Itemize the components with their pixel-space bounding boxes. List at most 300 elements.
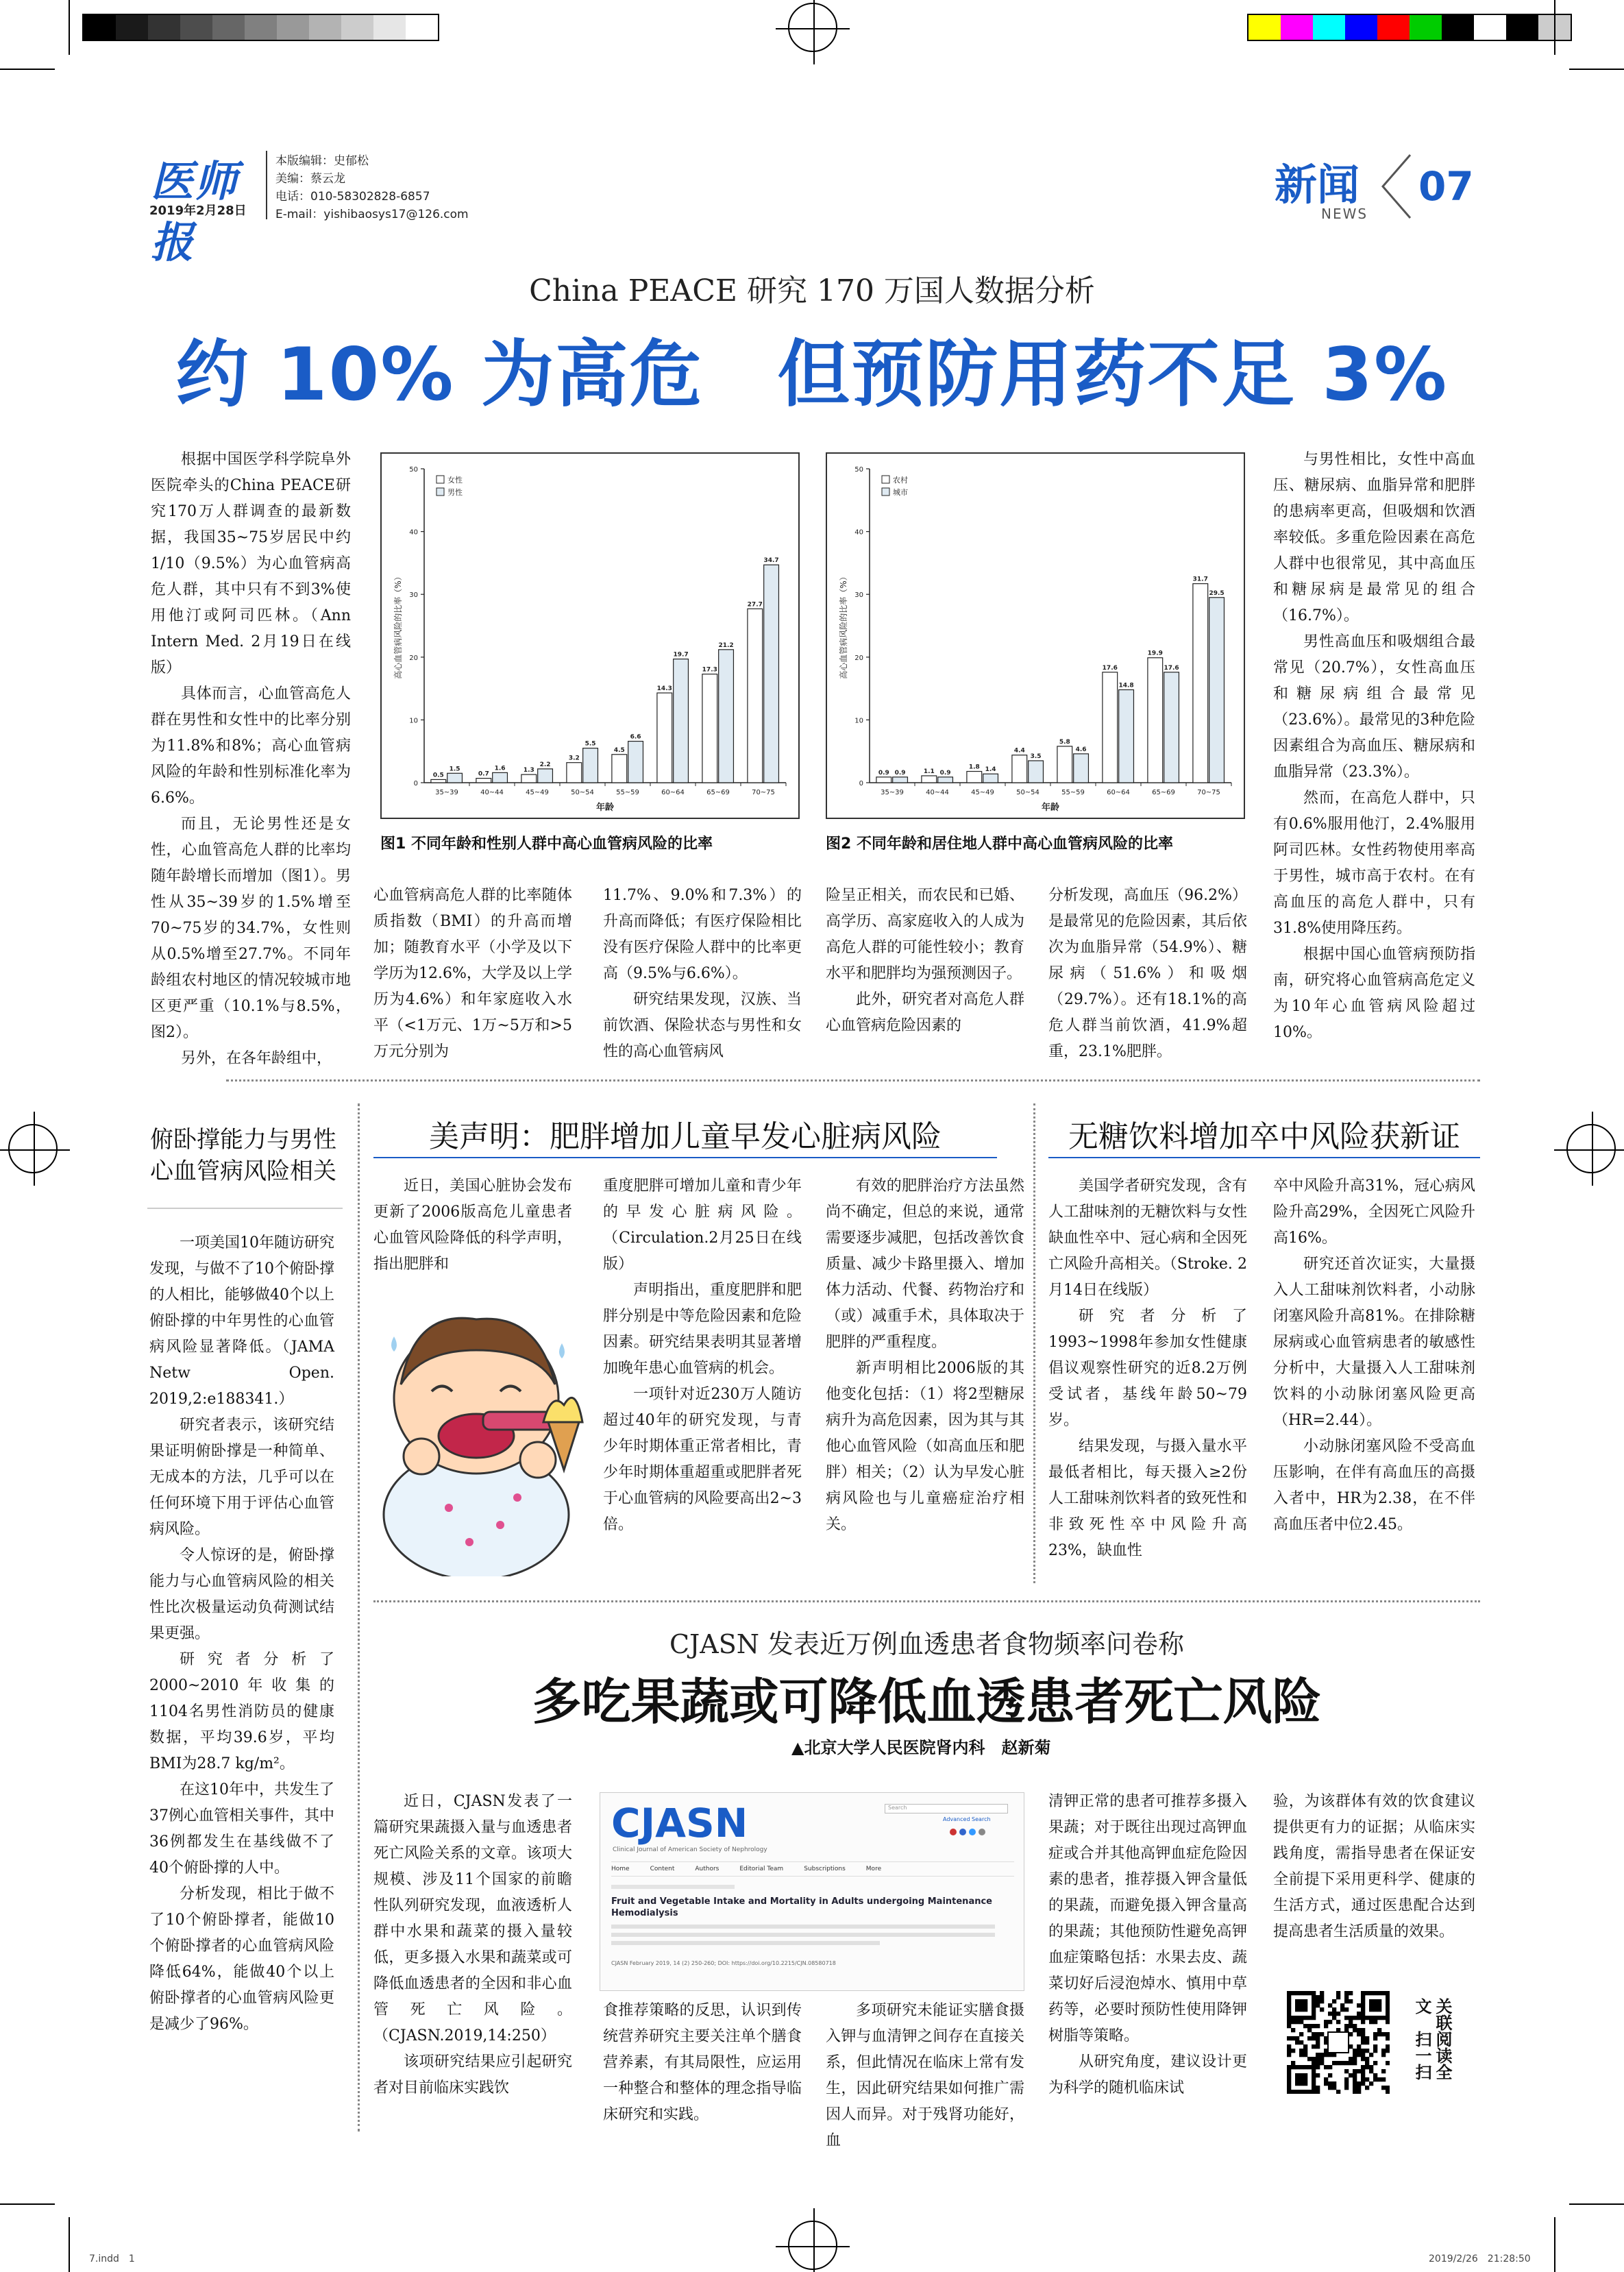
- paragraph: 新声明相比2006版的其他变化包括：（1）将2型糖尿病升为高危因素，因为其与其他心血管风险（如高血压和肥胖）相关；（2）认为早发心脏病风险也与儿童癌症治疗相关。: [826, 1360, 1024, 1533]
- qr-module: [1386, 1991, 1390, 1995]
- qr-module: [1369, 2016, 1373, 2020]
- qr-module: [1312, 2090, 1316, 2094]
- cjasn-logo-subtitle: Clinical Journal of American Society of Nephrology: [613, 1846, 767, 1853]
- y-tick-label: 0: [413, 780, 418, 787]
- qr-module: [1357, 2003, 1361, 2007]
- qr-module: [1353, 2016, 1357, 2020]
- data-label: 0.9: [878, 769, 889, 777]
- qr-module: [1303, 2053, 1307, 2057]
- qr-module: [1386, 2061, 1390, 2065]
- x-tick-label: 60~64: [661, 789, 685, 796]
- advanced-search-link: Advanced Search: [943, 1816, 991, 1822]
- social-icon: [950, 1829, 957, 1835]
- x-tick-label: 40~44: [926, 789, 949, 796]
- chevron-left-icon: [1379, 152, 1413, 221]
- qr-module: [1332, 2016, 1336, 2020]
- qr-module: [1307, 2016, 1312, 2020]
- qr-module: [1361, 2065, 1365, 2069]
- paragraph: 小动脉闭塞风险不受高血压影响，在伴有高血压的高摄入者中，HR为2.38，在不伴高血压者中位2.45。: [1273, 1438, 1475, 1533]
- qr-module: [1295, 2077, 1299, 2081]
- chart-figure-1: [380, 452, 800, 819]
- qr-module: [1386, 2003, 1390, 2007]
- qr-module: [1324, 2020, 1328, 2024]
- qr-module: [1361, 2016, 1365, 2020]
- data-label: 17.3: [702, 666, 717, 674]
- qr-module: [1386, 2044, 1390, 2049]
- qr-module: [1361, 2036, 1365, 2040]
- qr-module: [1324, 2077, 1328, 2081]
- email: E-mail：yishibaosys17@126.com: [275, 208, 469, 221]
- qr-module: [1353, 2024, 1357, 2028]
- paragraph: 食推荐策略的反思，认识到传统营养研究主要关注单个膳食营养素，有其局限性，应运用一种整合和整体的理念指导临床研究和实践。: [603, 2002, 802, 2123]
- social-icons: [950, 1829, 985, 1835]
- paragraph: 而且，无论男性还是女性，心血管高危人群的比率均随年龄增长而增加（图1）。男性从35~39岁的1.5%增至70~75岁的34.7%，女性则从0.5%增至27.7%。不同年龄组农村地区的情况较城市地区更严重（10.1%与8.5%，图2）。: [151, 816, 351, 1041]
- paragraph: 有效的肥胖治疗方法虽然尚不确定，但总的来说，通常需要逐步减肥，包括改善饮食质量、减少卡路里摄入、增加体力活动、代餐、药物治疗和（或）减重手术，具体取决于肥胖的严重程度。: [826, 1177, 1024, 1351]
- x-tick-label: 50~54: [571, 789, 594, 796]
- qr-code[interactable]: [1287, 1991, 1390, 2094]
- paragraph: 分析发现，高血压（96.2%）是最常见的危险因素，其后依次为血脂异常（54.9%）、糖尿病（51.6%）和吸烟（29.7%）。还有18.1%的高危人群当前饮酒，41.9%超重，23.1%肥胖。: [1048, 887, 1247, 1060]
- qr-module: [1312, 2044, 1316, 2049]
- qr-module: [1324, 2065, 1328, 2069]
- qr-module: [1332, 2086, 1336, 2090]
- obesity-headline: 美声明：肥胖增加儿童早发心脏病风险: [429, 1119, 942, 1154]
- qr-module: [1377, 2032, 1381, 2036]
- phone: 电话：010-58302828-6857: [275, 190, 430, 204]
- legend-label: 农村: [893, 476, 908, 485]
- qr-module: [1332, 1999, 1336, 2003]
- crop-mark: [1554, 0, 1555, 55]
- side-headline-line-2: 心血管病风险相关: [150, 1158, 336, 1185]
- qr-module: [1336, 1991, 1340, 1995]
- footer-timestamp: 2019/2/26 21:28:50: [1429, 2253, 1531, 2264]
- qr-module: [1312, 2081, 1316, 2086]
- y-tick-label: 0: [859, 780, 863, 787]
- qr-module: [1295, 2036, 1299, 2040]
- paragraph: 研究结果发现，汉族、当前饮酒、保险状态与男性和女性的高心血管病风: [603, 991, 802, 1060]
- x-axis-label: 年龄: [595, 803, 615, 813]
- qr-module: [1353, 2061, 1357, 2065]
- side-headline-rule: [147, 1208, 343, 1209]
- grayscale-bar: [82, 14, 439, 41]
- x-tick-label: 70~75: [752, 789, 775, 796]
- qr-module: [1320, 1999, 1324, 2003]
- chart-caption-2: 图2 不同年龄和居住地人群中高心血管病风险的比率: [826, 835, 1173, 853]
- qr-module: [1291, 2090, 1295, 2094]
- qr-module: [1328, 2065, 1332, 2069]
- qr-module: [1332, 2012, 1336, 2016]
- main-column-3: [603, 883, 802, 1065]
- qr-module: [1316, 2044, 1320, 2049]
- legend-swatch: [436, 488, 444, 496]
- editor-name: 本版编辑：史郁松: [275, 154, 369, 168]
- qr-module: [1287, 1995, 1291, 1999]
- qr-module: [1316, 2036, 1320, 2040]
- qr-module: [1336, 1995, 1340, 1999]
- qr-module: [1312, 2065, 1316, 2069]
- qr-module: [1324, 2024, 1328, 2028]
- qr-module: [1377, 2077, 1381, 2081]
- qr-module: [1316, 2073, 1320, 2077]
- qr-module: [1365, 2065, 1369, 2069]
- chart-figure-2: [826, 452, 1245, 819]
- qr-module: [1299, 2032, 1303, 2036]
- qr-module: [1377, 2003, 1381, 2007]
- qr-module: [1299, 2049, 1303, 2053]
- qr-module: [1287, 2073, 1291, 2077]
- qr-module: [1312, 1995, 1316, 1999]
- qr-module: [1299, 1999, 1303, 2003]
- qr-module: [1295, 2020, 1299, 2024]
- qr-module: [1365, 2016, 1369, 2020]
- qr-module: [1353, 2086, 1357, 2090]
- qr-module: [1303, 1991, 1307, 1995]
- qr-module: [1386, 1995, 1390, 1999]
- issue-date: 2019年2月28日: [149, 204, 247, 218]
- qr-module: [1344, 2007, 1349, 2012]
- qr-module: [1287, 2086, 1291, 2090]
- article-title[interactable]: Fruit and Vegetable Intake and Mortality in Adults undergoing Maintenance Hemodialysis: [611, 1896, 992, 1918]
- qr-module: [1328, 2081, 1332, 2086]
- bar: [1057, 746, 1072, 783]
- bar: [983, 774, 998, 783]
- data-label: 31.7: [1192, 576, 1208, 583]
- qr-module: [1328, 2003, 1332, 2007]
- search-box: [885, 1804, 1008, 1813]
- qr-module: [1316, 2040, 1320, 2044]
- obesity-headline-rule: [373, 1157, 997, 1158]
- qr-module: [1361, 2007, 1365, 2012]
- data-label: 14.3: [656, 685, 672, 693]
- data-label: 2.2: [539, 761, 551, 768]
- qr-module: [1320, 2053, 1324, 2057]
- paragraph: 另外，在各年龄组中，: [181, 1050, 332, 1067]
- nav-home[interactable]: Home: [611, 1866, 630, 1872]
- qr-module: [1365, 2040, 1369, 2044]
- qr-module: [1303, 2077, 1307, 2081]
- qr-module: [1287, 2081, 1291, 2086]
- qr-module: [1295, 2073, 1299, 2077]
- qr-module: [1361, 1999, 1365, 2003]
- paragraph: 一项美国10年随访研究发现，与做不了10个俯卧撑的人相比，能够做40个以上俯卧撑的中年男性的心血管病风险显著降低。（JAMA Netw Open. 2019,2:e188341.）: [149, 1234, 334, 1408]
- qr-module: [1328, 2086, 1332, 2090]
- qr-module: [1299, 1991, 1303, 1995]
- main-column-2: [373, 883, 572, 1065]
- y-tick-label: 10: [854, 717, 863, 725]
- x-tick-label: 45~49: [526, 789, 549, 796]
- bar: [583, 748, 598, 783]
- qr-module: [1307, 2028, 1312, 2032]
- qr-module: [1303, 2049, 1307, 2053]
- qr-module: [1307, 2057, 1312, 2061]
- data-label: 1.4: [985, 766, 996, 774]
- qr-module: [1328, 2020, 1332, 2024]
- data-label: 5.5: [585, 740, 596, 748]
- qr-module: [1373, 2003, 1377, 2007]
- qr-module: [1307, 2036, 1312, 2040]
- qr-module: [1299, 2040, 1303, 2044]
- qr-module: [1373, 2020, 1377, 2024]
- qr-module: [1365, 2086, 1369, 2090]
- paragraph: 验，为该群体有效的饮食建议提供更有力的证据；从临床实践角度，需指导患者在保证安全前提下采用更科学、健康的生活方式，通过医患配合达到提高患者生活质量的效果。: [1273, 1793, 1475, 1940]
- sweetener-column-2: [1273, 1173, 1475, 1538]
- qr-module: [1316, 2032, 1320, 2036]
- x-tick-label: 55~59: [1061, 789, 1085, 796]
- qr-module: [1373, 1991, 1377, 1995]
- qr-module: [1361, 2049, 1365, 2053]
- qr-module: [1357, 2069, 1361, 2073]
- qr-module: [1365, 2061, 1369, 2065]
- qr-module: [1373, 2007, 1377, 2012]
- footer-file: 7.indd 1: [89, 2253, 135, 2264]
- qr-module: [1324, 2081, 1328, 2086]
- cjasn-logo: CJASN: [611, 1800, 748, 1846]
- social-icon: [959, 1829, 966, 1835]
- bar: [748, 609, 763, 783]
- obesity-column-2: [603, 1173, 802, 1538]
- main-headline: 约 10% 为高危 但预防用药不足 3%: [175, 332, 1449, 417]
- qr-module: [1303, 1999, 1307, 2003]
- paragraph: 从研究角度，建议设计更为科学的随机临床试: [1048, 2053, 1247, 2097]
- dialysis-byline: ▲北京大学人民医院肾内科 赵新菊: [791, 1738, 1051, 1757]
- x-tick-label: 65~69: [1152, 789, 1175, 796]
- y-axis-label: 高心血管病风险的比率（%）: [839, 572, 848, 679]
- qr-module: [1344, 2086, 1349, 2090]
- paragraph: 令人惊讶的是，俯卧撑能力与心血管病风险的相关性比次极量运动负荷测试结果更强。: [149, 1547, 334, 1642]
- paragraph: 卒中风险升高31%，冠心病风险升高29%，全因死亡风险升高16%。: [1273, 1177, 1475, 1247]
- qr-module: [1336, 2012, 1340, 2016]
- qr-module: [1373, 2073, 1377, 2077]
- qr-module: [1287, 2012, 1291, 2016]
- data-label: 0.9: [894, 769, 906, 777]
- bar: [876, 777, 891, 783]
- x-tick-label: 50~54: [1016, 789, 1039, 796]
- qr-module: [1344, 2061, 1349, 2065]
- qr-module: [1299, 2081, 1303, 2086]
- qr-module: [1287, 2003, 1291, 2007]
- main-column-1: [151, 447, 351, 1072]
- bar: [967, 772, 982, 783]
- qr-module: [1332, 2007, 1336, 2012]
- bar: [764, 565, 779, 783]
- x-tick-label: 35~39: [435, 789, 458, 796]
- qr-module: [1316, 2090, 1320, 2094]
- qr-module: [1307, 2090, 1312, 2094]
- legend-label: 男性: [447, 488, 463, 497]
- qr-module: [1312, 2086, 1316, 2090]
- main-kicker: China PEACE 研究 170 万国人数据分析: [529, 273, 1095, 308]
- x-tick-label: 40~44: [480, 789, 504, 796]
- qr-module: [1303, 2044, 1307, 2049]
- qr-module: [1312, 2007, 1316, 2012]
- qr-module: [1365, 1991, 1369, 1995]
- legend-swatch: [882, 488, 889, 496]
- qr-module: [1299, 2003, 1303, 2007]
- crop-mark: [1554, 2217, 1555, 2272]
- crop-mark: [1569, 69, 1624, 70]
- y-tick-label: 30: [409, 591, 418, 600]
- qr-module: [1291, 2020, 1295, 2024]
- qr-module: [1386, 1999, 1390, 2003]
- main-column-6: [1273, 447, 1475, 1046]
- qr-module: [1299, 2053, 1303, 2057]
- page-number: 07: [1418, 163, 1474, 210]
- qr-module: [1316, 2003, 1320, 2007]
- x-tick-label: 60~64: [1107, 789, 1130, 796]
- qr-module: [1361, 2073, 1365, 2077]
- qr-module: [1386, 2036, 1390, 2040]
- qr-module: [1381, 2016, 1386, 2020]
- data-label: 1.3: [523, 767, 534, 774]
- qr-module: [1287, 2016, 1291, 2020]
- qr-module: [1299, 2090, 1303, 2094]
- article-meta: CJASN February 2019, 14 (2) 250-260; DOI: https://doi.org/10.2215/CJN.08580718: [611, 1960, 836, 1966]
- qr-module: [1353, 2077, 1357, 2081]
- qr-module: [1299, 2065, 1303, 2069]
- qr-module: [1361, 2069, 1365, 2073]
- qr-module: [1369, 2053, 1373, 2057]
- qr-module: [1320, 2061, 1324, 2065]
- qr-module: [1316, 2061, 1320, 2065]
- bar: [476, 779, 491, 783]
- qr-module: [1377, 2028, 1381, 2032]
- bar: [893, 777, 908, 783]
- qr-module: [1287, 2036, 1291, 2040]
- qr-module: [1373, 2044, 1377, 2049]
- qr-module: [1299, 2077, 1303, 2081]
- qr-module: [1291, 2049, 1295, 2053]
- qr-module: [1307, 1991, 1312, 1995]
- bar: [1012, 755, 1027, 783]
- qr-module: [1373, 2049, 1377, 2053]
- qr-center-logo: [1328, 2032, 1349, 2053]
- qr-module: [1328, 2012, 1332, 2016]
- qr-module: [1369, 1991, 1373, 1995]
- nav-subscriptions[interactable]: Subscriptions: [804, 1866, 846, 1872]
- qr-module: [1287, 2069, 1291, 2073]
- qr-module: [1386, 2012, 1390, 2016]
- qr-module: [1361, 2012, 1365, 2016]
- qr-module: [1295, 1991, 1299, 1995]
- divider: [373, 1600, 1480, 1602]
- qr-module: [1312, 2012, 1316, 2016]
- paragraph: 与男性相比，女性中高血压、糖尿病、血脂异常和肥胖的患病率更高，但吸烟和饮酒率较低。多重危险因素在高危人群中也很常见，其中高血压和糖尿病是最常见的组合（16.7%）。: [1273, 451, 1475, 624]
- qr-module: [1303, 2024, 1307, 2028]
- qr-module: [1386, 2016, 1390, 2020]
- main-column-5: [1048, 883, 1247, 1065]
- qr-module: [1340, 2007, 1344, 2012]
- qr-module: [1349, 1991, 1353, 1995]
- paragraph: 该项研究结果应引起研究者对目前临床实践饮: [373, 2053, 572, 2097]
- qr-module: [1299, 2020, 1303, 2024]
- qr-module: [1357, 2081, 1361, 2086]
- x-tick-label: 45~49: [971, 789, 994, 796]
- qr-module: [1287, 2024, 1291, 2028]
- qr-module: [1361, 1991, 1365, 1995]
- data-label: 34.7: [763, 557, 779, 565]
- author-list: [611, 1925, 995, 1949]
- qr-module: [1299, 2073, 1303, 2077]
- qr-module: [1336, 2061, 1340, 2065]
- editor-info: [275, 152, 469, 223]
- data-label: 1.5: [449, 766, 460, 773]
- cjasn-website-screenshot: [600, 1792, 1024, 1991]
- paragraph: 美国学者研究发现，含有人工甜味剂的无糖饮料与女性缺血性卒中、冠心病和全因死亡风险升高相关。（Stroke. 2月14日在线版）: [1048, 1177, 1247, 1299]
- data-label: 1.8: [968, 764, 980, 771]
- qr-module: [1295, 2090, 1299, 2094]
- dialysis-column-1: [373, 1789, 572, 2101]
- qr-module: [1312, 2016, 1316, 2020]
- y-tick-label: 20: [854, 654, 863, 662]
- qr-module: [1381, 1991, 1386, 1995]
- qr-module: [1349, 2073, 1353, 2077]
- qr-module: [1328, 2073, 1332, 2077]
- y-axis-label: 高心血管病风险的比率（%）: [393, 572, 403, 679]
- qr-module: [1307, 2065, 1312, 2069]
- qr-module: [1365, 2036, 1369, 2040]
- paragraph: 此外，研究者对高危人群心血管病危险因素的: [826, 991, 1024, 1034]
- qr-module: [1349, 2024, 1353, 2028]
- qr-module: [1291, 2065, 1295, 2069]
- qr-module: [1353, 2069, 1357, 2073]
- crop-mark: [69, 0, 70, 55]
- nav-content[interactable]: Content: [650, 1866, 675, 1872]
- registration-mark-top: [788, 3, 837, 52]
- y-tick-label: 20: [409, 654, 418, 662]
- legend-swatch: [882, 476, 889, 483]
- bar: [1193, 584, 1208, 783]
- data-label: 4.5: [613, 746, 625, 754]
- qr-module: [1377, 1991, 1381, 1995]
- qr-module: [1316, 2086, 1320, 2090]
- qr-module: [1312, 2073, 1316, 2077]
- data-label: 5.8: [1059, 738, 1070, 746]
- dialysis-column-2: [603, 1998, 802, 2128]
- bar: [567, 763, 582, 783]
- bar: [1119, 689, 1134, 783]
- qr-module: [1377, 2007, 1381, 2012]
- nav-authors[interactable]: Authors: [695, 1866, 719, 1872]
- qr-module: [1349, 2061, 1353, 2065]
- qr-module: [1320, 1995, 1324, 1999]
- legend-label: 城市: [893, 488, 908, 497]
- qr-module: [1386, 2086, 1390, 2090]
- x-tick-label: 35~39: [881, 789, 904, 796]
- data-label: 0.9: [939, 769, 951, 777]
- sweetener-headline: 无糖饮料增加卒中风险获新证: [1068, 1119, 1460, 1154]
- qr-module: [1349, 1999, 1353, 2003]
- y-tick-label: 50: [409, 466, 418, 474]
- qr-module: [1377, 2016, 1381, 2020]
- crop-mark: [0, 2203, 55, 2205]
- qr-module: [1381, 2069, 1386, 2073]
- bar: [674, 659, 689, 783]
- nav-more[interactable]: More: [865, 1866, 882, 1872]
- search-placeholder: Search: [888, 1805, 907, 1811]
- paragraph: 研究还首次证实，大量摄入人工甜味剂饮料者，小动脉闭塞风险升高81%。在排除糖尿病或心血管病患者的敏感性分析中，大量摄入人工甜味剂饮料的小动脉闭塞风险更高（HR=2.44）。: [1273, 1256, 1475, 1429]
- qr-module: [1381, 2032, 1386, 2036]
- qr-module: [1291, 2016, 1295, 2020]
- qr-module: [1344, 1991, 1349, 1995]
- qr-module: [1369, 2081, 1373, 2086]
- paragraph: 险呈正相关，而农民和已婚、高学历、高家庭收入的人成为高危人群的可能性较小；教育水平和肥胖均为强预测因子。: [826, 887, 1024, 982]
- data-label: 17.6: [1164, 664, 1179, 672]
- sweetener-headline-rule: [1048, 1157, 1480, 1158]
- nav-editorial-team[interactable]: Editorial Team: [739, 1866, 784, 1872]
- qr-module: [1365, 2077, 1369, 2081]
- qr-module: [1320, 2007, 1324, 2012]
- divider: [1033, 1103, 1035, 1583]
- qr-module: [1344, 2016, 1349, 2020]
